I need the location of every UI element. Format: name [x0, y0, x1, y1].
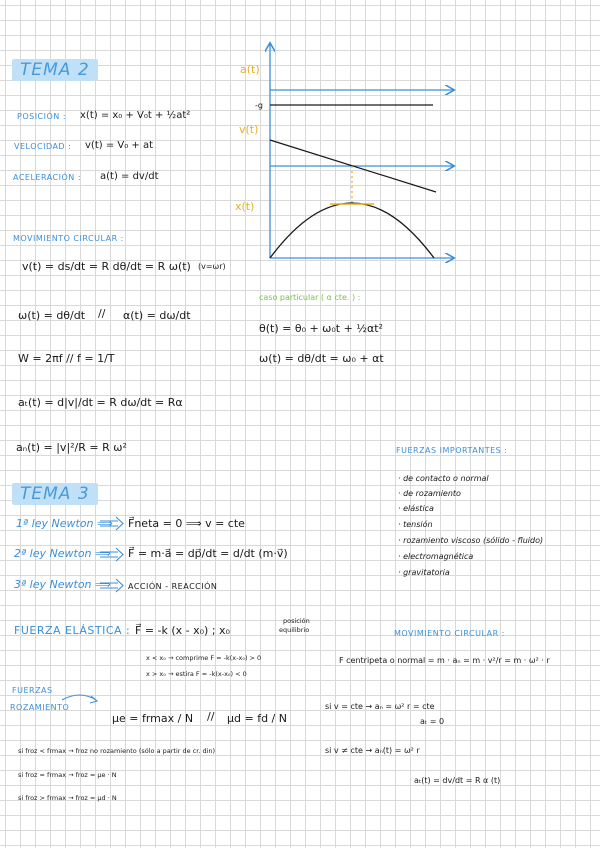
friction-separator: //	[207, 710, 215, 723]
graph-x-label: x(t)	[235, 200, 255, 213]
elastic-compress-case: x < x₀ → comprime F = -k(x-x₀) > 0	[146, 654, 262, 662]
circular-case-constant-speed: si v = cte → aₙ = ω² r = cte	[325, 702, 435, 711]
important-forces-title: FUERZAS IMPORTANTES :	[396, 446, 508, 455]
newton-first-law-label: 1ª ley Newton ⟹	[16, 517, 113, 530]
velocidad-label: VELOCIDAD :	[14, 142, 72, 151]
newton-third-law-label: 3ª ley Newton ⟹	[14, 578, 111, 591]
static-friction-equation: μe = frmax / N	[112, 712, 194, 725]
graph-v-label: v(t)	[239, 123, 259, 136]
friction-case-1: si froz < frmax → froz no rozamiento (sólo a partir de cr. din)	[18, 747, 216, 755]
force-item: · de rozamiento	[398, 489, 461, 498]
tangential-acceleration-equation: aₜ(t) = d|v|/dt = R dω/dt = Rα	[18, 396, 183, 409]
normal-acceleration-equation: aₙ(t) = |v|²/R = R ω²	[16, 441, 127, 454]
aceleracion-label: ACELERACIÓN :	[13, 173, 82, 182]
newton-third-law-equation: ACCIÓN - REACCIÓN	[128, 582, 218, 591]
force-item: · rozamiento viscoso (sólido - fluido)	[398, 536, 544, 545]
tema2-title: TEMA 2	[12, 59, 98, 81]
posicion-label: POSICIÓN :	[17, 112, 67, 121]
particular-case-omega-equation: ω(t) = dθ/dt = ω₀ + αt	[259, 352, 384, 365]
elastic-stretch-case: x > x₀ → estira F = -k(x-x₀) < 0	[146, 670, 247, 678]
newton-second-law-label: 2ª ley Newton ⟹	[14, 547, 111, 560]
circular-dynamics-title: MOVIMIENTO CIRCULAR :	[394, 629, 505, 638]
force-item: · gravitatoria	[398, 568, 450, 577]
posicion-equation: x(t) = x₀ + V₀t + ½at²	[80, 110, 191, 121]
force-item: · tensión	[398, 520, 433, 529]
elastic-force-label: FUERZA ELÁSTICA :	[14, 624, 131, 637]
force-item: · electromagnética	[398, 552, 474, 561]
elastic-note-position: posición	[283, 617, 310, 625]
force-item: · de contacto o normal	[398, 474, 489, 483]
newton-first-law-equation: F⃗neta = 0 ⟹ v = cte	[128, 517, 245, 530]
particular-case-angle-equation: θ(t) = θ₀ + ω₀t + ½αt²	[259, 322, 383, 335]
elastic-force-equation: F⃗ = -k (x - x₀) ; x₀	[135, 624, 230, 637]
force-item: · elástica	[398, 504, 434, 513]
friction-label-line2: ROZAMIENTO	[10, 703, 70, 712]
dynamic-friction-equation: μd = fd / N	[227, 712, 287, 725]
aceleracion-equation: a(t) = dv/dt	[100, 171, 159, 182]
velocity-note: (v=ωr)	[198, 262, 226, 271]
frequency-equation: W = 2πf // f = 1/T	[18, 352, 115, 365]
graph-a-value: -g	[255, 101, 263, 110]
velocidad-equation: v(t) = V₀ + at	[85, 140, 154, 151]
angular-acceleration-equation: α(t) = dω/dt	[123, 309, 191, 322]
friction-case-3: si froz > frmax → froz = μd · N	[18, 794, 117, 802]
graph-x-parabola	[270, 203, 434, 258]
elastic-note-equilibrium: equilibrio	[279, 626, 310, 634]
rozamiento-arrow	[62, 695, 96, 700]
newton-second-law-equation: F⃗ = m·a⃗ = dp⃗/dt = d/dt (m·v⃗)	[128, 547, 288, 560]
circular-motion-title: MOVIMIENTO CIRCULAR :	[13, 234, 124, 243]
circular-case-tangential-acceleration: aₜ(t) = dv/dt = R α (t)	[414, 776, 501, 785]
equation-separator: //	[98, 307, 106, 320]
angular-velocity-equation: ω(t) = dθ/dt	[18, 309, 86, 322]
centripetal-force-equation: F centripeta o normal = m · aₙ = m · v²/r = m · ω² · r	[339, 656, 550, 665]
particular-case-title: caso particular ( α cte. ) :	[259, 293, 361, 302]
friction-case-2: si froz = frmax → froz = μe · N	[18, 771, 117, 779]
velocity-circular-equation: v(t) = ds/dt = R dθ/dt = R ω(t)	[22, 260, 191, 273]
friction-label-line1: FUERZAS	[12, 686, 53, 695]
tema3-title: TEMA 3	[12, 483, 98, 505]
circular-case-variable-speed: si v ≠ cte → aₙ(t) = ω² r	[325, 746, 420, 755]
graph-a-label: a(t)	[240, 63, 260, 76]
circular-case-tangential-zero: aₜ = 0	[420, 717, 445, 726]
